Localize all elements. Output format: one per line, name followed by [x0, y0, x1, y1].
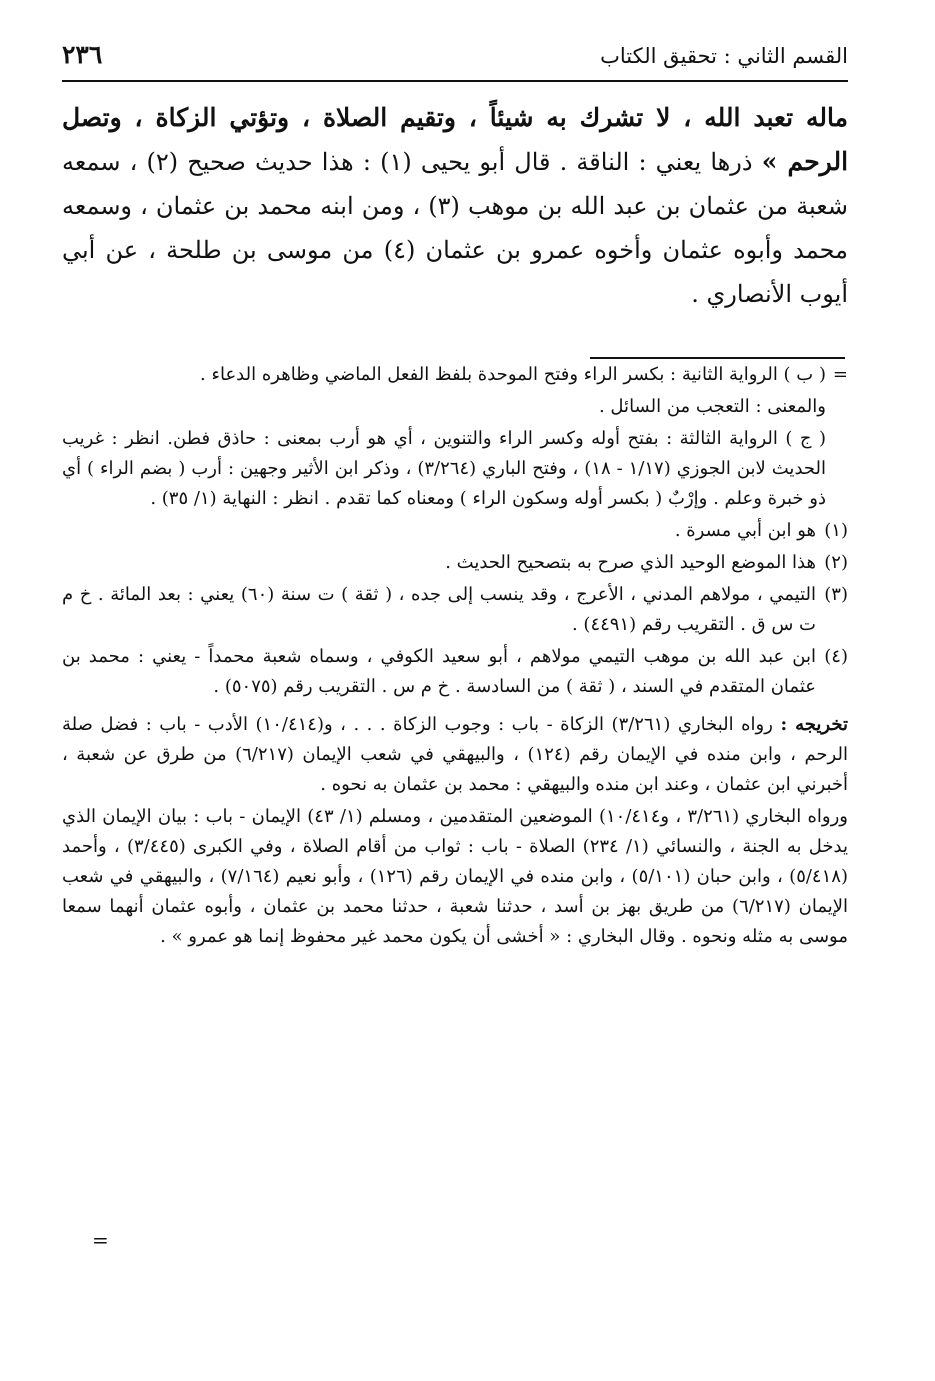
- continuation-marker: =: [832, 364, 848, 385]
- running-title: القسم الثاني : تحقيق الكتاب: [600, 44, 848, 68]
- footnote-1: [62, 516, 848, 546]
- end-continuation-marker: =: [92, 1228, 109, 1252]
- takhrij-label: تخريجه :: [780, 714, 848, 735]
- footnote-2: [62, 548, 848, 578]
- main-text: [62, 96, 848, 316]
- takhrij-paragraph-2: ورواه البخاري (٣/٢٦١ ، و١٠/٤١٤) الموضعين المتقدمين ، ومسلم (١/ ٤٣) الإيمان - باب : بيان الإيمان الذي يدخل به الجنة ، والنسائي (١/ ٢٣٤) الصلاة - باب : ثواب من أقام الصلاة ، وفي الكبرى (٣/٤٤٥) ، وأحمد (٥/٤١٨) ، وابن حبان (٥/١٠١) ، وابن منده في الإيمان رقم (١٢٦) ، وأبو نعيم (٧/١٦٤) ، والبيهقي في شعب الإيمان (٦/٢١٧) من طريق بهز بن أسد ، حدثنا شعبة ، حدثنا محمد بن عثمان ، وأبوه عثمان أنهما سمعا موسى به مثله ونحوه . وقال البخاري : « أخشى أن يكون محمد غير محفوظ إنما هو عمرو » .: [62, 806, 848, 947]
- hadith-text: ماله تعبد الله ، لا تشرك به شيئاً ، وتقيم الصلاة ، وتؤتي الزكاة ، وتصل الرحم »: [62, 103, 849, 176]
- footnotes: [62, 360, 848, 954]
- footnote-number: (٤): [824, 646, 848, 667]
- footnote-separator: [590, 357, 845, 359]
- page-number: ٢٣٦: [62, 40, 103, 69]
- footnote-text: ابن عبد الله بن موهب التيمي مولاهم ، أبو سعيد الكوفي ، وسماه شعبة محمداً - يعني : محمد بن عثمان المتقدم في السند ، ( ثقة ) من السادسة . خ م س . التقريب رقم (٥٠٧٥) .: [62, 646, 816, 697]
- page-header: [62, 38, 848, 82]
- footnote-number: (١): [824, 520, 848, 541]
- commentary-text: ذرها يعني : الناقة . قال أبو يحيى (١) : هذا حديث صحيح (٢) ، سمعه شعبة من عثمان بن عبد الله بن موهب (٣) ، ومن ابنه محمد بن عثمان ، وسمعه محمد وأبوه عثمان وأخوه عمرو بن عثمان (٤) من موسى بن طلحة ، عن أبي أيوب الأنصاري .: [62, 148, 848, 308]
- footnote-text: هو ابن أبي مسرة .: [674, 520, 816, 541]
- footnote-number: (٣): [824, 584, 848, 605]
- note-riwaya-c: ( ج ) الرواية الثالثة : بفتح أوله وكسر الراء والتنوين ، أي هو أرب بمعنى : حاذق فطن. انظر : غريب الحديث لابن الجوزي (١/١٧ - ١٨) ، وفتح الباري (٣/٢٦٤) ، وذكر ابن الأثير وجهين : أرب ( بضم الراء ) أي ذو خبرة وعلم . وإرْبٌ ( بكسر أوله وسكون الراء ) ومعناه كما تقدم . انظر : النهاية (١/ ٣٥) .: [62, 428, 826, 509]
- footnote-3: [62, 580, 848, 640]
- note-riwaya-b: = ( ب ) الرواية الثانية : بكسر الراء وفتح الموحدة بلفظ الفعل الماضي وظاهره الدعاء .: [62, 360, 848, 390]
- footnote-text: التيمي ، مولاهم المدني ، الأعرج ، وقد ينسب إلى جده ، ( ثقة ) ت سنة (٦٠) يعني : بعد المائة . خ م ت س ق . التقريب رقم (٤٤٩١) .: [62, 584, 816, 635]
- footnote-number: (٢): [824, 552, 848, 573]
- note-riwaya-b-meaning: والمعنى : التعجب من السائل .: [598, 396, 826, 417]
- footnote-text: هذا الموضع الوحيد الذي صرح به بتصحيح الحديث .: [445, 552, 816, 573]
- takhrij-paragraph-1: تخريجه : رواه البخاري (٣/٢٦١) الزكاة - باب : وجوب الزكاة . . . ، و(١٠/٤١٤) الأدب - باب : فضل صلة الرحم ، وابن منده في الإيمان رقم (١٢٤) ، والبيهقي في شعب الإيمان (٦/٢١٧) من طرق عن شعبة ، أخبرني ابن عثمان ، وعند ابن منده والبيهقي : محمد بن عثمان به نحوه .: [62, 714, 848, 795]
- footnote-4: [62, 642, 848, 702]
